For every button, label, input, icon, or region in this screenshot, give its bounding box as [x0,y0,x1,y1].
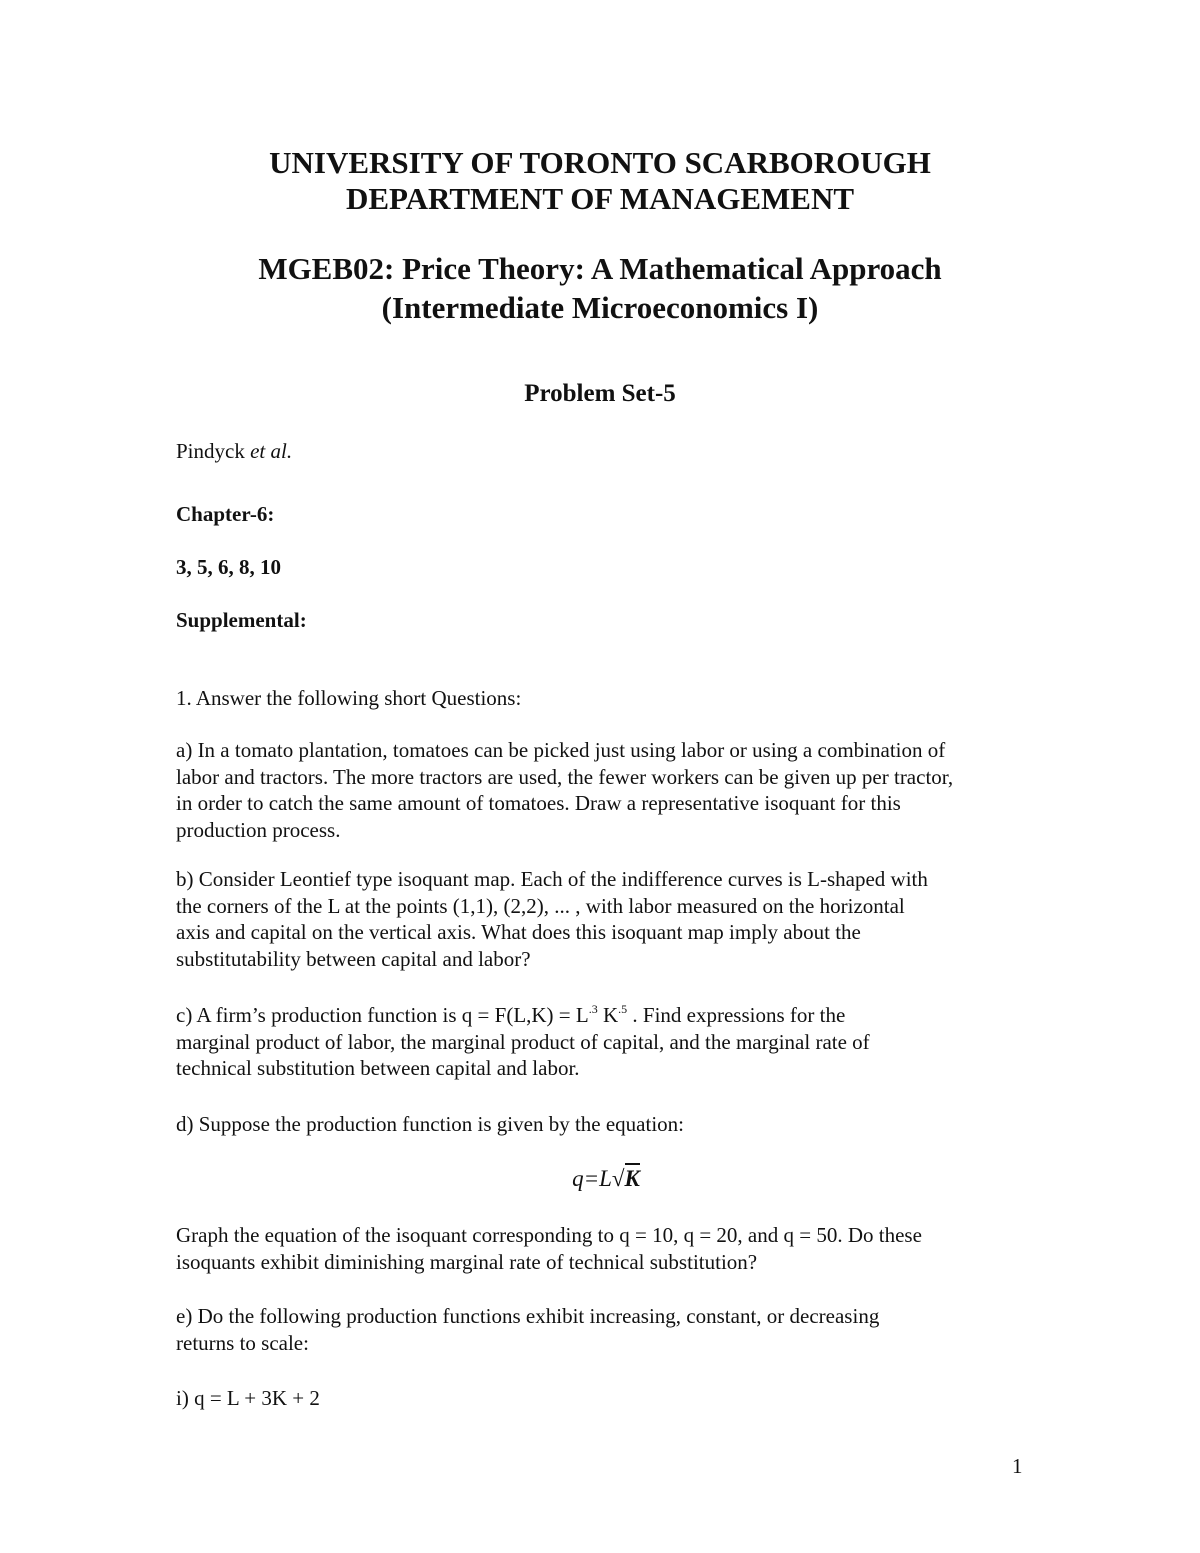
formula-lhs: q=L [572,1166,612,1191]
question-b-line: the corners of the L at the points (1,1), (2,2), ... , with labor measured on the horizontal [176,893,905,918]
chapter-problems: 3, 5, 6, 8, 10 [176,555,281,579]
question-b-line: axis and capital on the vertical axis. What does this isoquant map imply about the [176,920,861,944]
labor-exponent: .3 [588,1002,598,1016]
question-1-intro: 1. Answer the following short Questions: [176,686,522,710]
question-a-line: a) In a tomato plantation, tomatoes can be picked just using labor or using a combination of [176,738,946,762]
university-name: UNIVERSITY OF TORONTO SCARBOROUGH [269,145,931,180]
question-a-line: in order to catch the same amount of tomatoes. Draw a representative isoquant for this [176,791,901,815]
chapter-heading: Chapter-6: [176,502,275,526]
reference-text [176,438,1036,465]
reference-author: Pindyck [176,439,251,463]
department-name: DEPARTMENT OF MANAGEMENT [345,181,855,216]
course-subtitle: (Intermediate Microeconomics I) [381,290,819,325]
question-d-line: isoquants exhibit diminishing marginal rate of technical substitution? [176,1249,758,1274]
question-a-line: labor and tractors. The more tractors are used, the fewer workers can be given up per tractor, [176,764,954,789]
capital-exponent: .5 [618,1002,628,1016]
question-c-text: . Find expressions for the [627,1003,846,1027]
reference-etal: et al. [250,439,293,463]
problem-set-title: Problem Set-5 [524,380,676,407]
supplemental-heading: Supplemental: [176,608,307,632]
question-c-line: marginal product of labor, the marginal product of capital, and the marginal rate of [176,1029,870,1054]
question-c-text: c) A firm’s production function is q = F(L,K) = L [176,1003,589,1027]
question-b [176,866,1036,972]
question-c [176,1002,1036,1082]
question-e-line: returns to scale: [176,1330,309,1355]
question-d-intro: d) Suppose the production function is given by the equation: [176,1112,684,1136]
question-a-line: production process. [176,817,341,842]
question-c-line: technical substitution between capital and labor. [176,1056,580,1080]
question-e-line: e) Do the following production functions exhibit increasing, constant, or decreasing [176,1304,880,1328]
question-b-line: b) Consider Leontief type isoquant map. Each of the indifference curves is L-shaped with [176,867,928,891]
question-c-line [176,1002,1036,1029]
page-number: 1 [1012,1454,1023,1478]
course-title: MGEB02: Price Theory: A Mathematical Approach [258,251,942,286]
formula-expression [572,1163,640,1191]
question-d [176,1222,1036,1275]
question-b-line: substitutability between capital and labor? [176,946,531,971]
square-root-symbol: √ [611,1166,625,1191]
question-e-item-i: i) q = L + 3K + 2 [176,1386,320,1410]
question-d-line: Graph the equation of the isoquant corresponding to q = 10, q = 20, and q = 50. Do these [176,1223,922,1247]
formula-k: K [625,1163,640,1191]
question-a [176,737,1036,843]
capital-symbol: K [597,1003,619,1027]
production-function-formula [176,1166,1036,1193]
question-e [176,1303,1036,1356]
